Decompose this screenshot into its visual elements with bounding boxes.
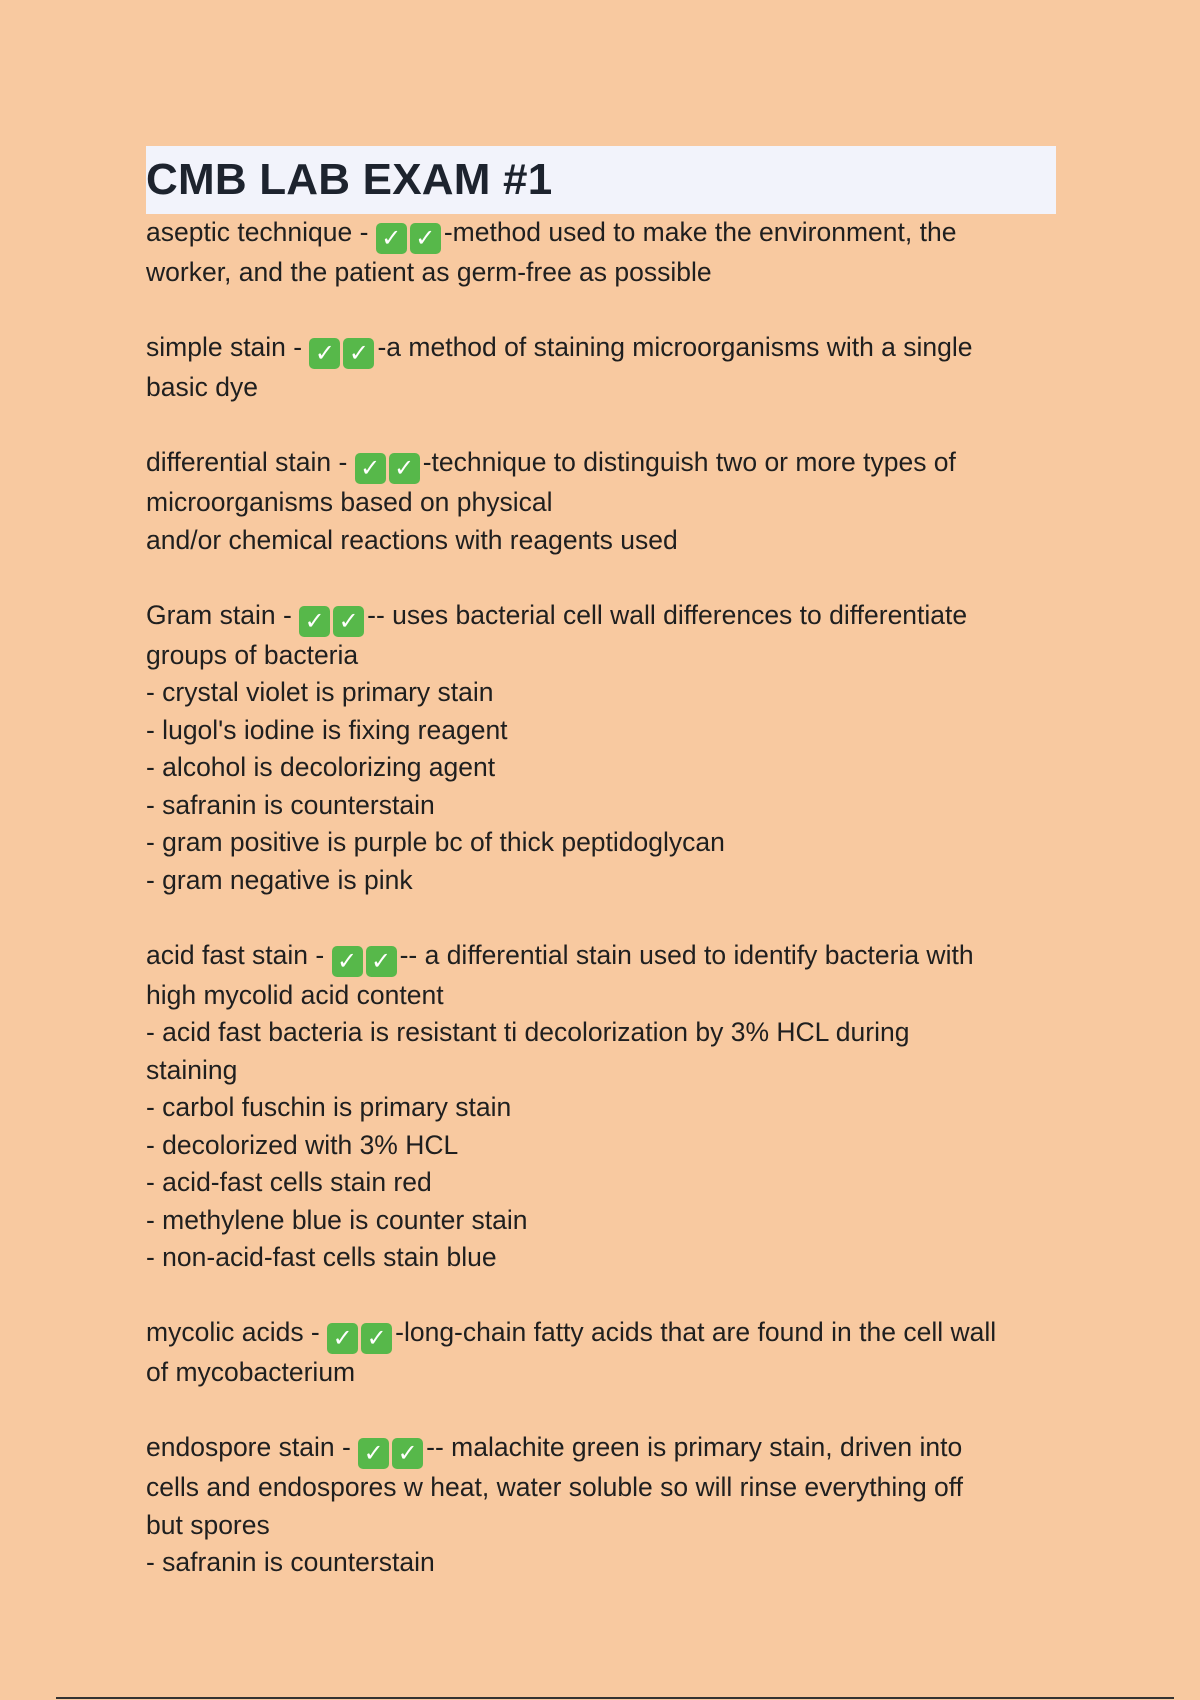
entry-line: microorganisms based on physical [146,487,553,517]
entry-line: - safranin is counterstain [146,789,435,820]
document-page [146,146,1056,1619]
check-marks [358,1432,426,1467]
check-mark-button-icon: ✓ [327,1323,358,1354]
entry-line: - methylene blue is counter stain [146,1204,528,1235]
check-marks [327,1317,395,1352]
check-mark-button-icon: ✓ [343,338,374,369]
document-title: CMB LAB EXAM #1 [146,155,553,204]
entry-line: cells and endospores w heat, water soluble so will rinse everything off [146,1472,964,1502]
entry-line: - safranin is counterstain [146,1547,435,1577]
entry-line: staining [146,1054,238,1085]
check-mark-button-icon: ✓ [333,606,364,637]
entry-definition: -technique to distinguish two or more types of [422,447,956,477]
entry-term: aseptic technique - [146,217,376,247]
flashcard-entry [146,937,1056,1277]
entry-first-line [146,937,1056,977]
entry-line: - acid-fast cells stain red [146,1167,432,1197]
flashcard-entry [146,1314,1056,1392]
title-band [146,146,1056,214]
check-marks [376,217,444,252]
entry-definition: -method used to make the environment, the [443,217,957,247]
flashcard-entry [146,444,1056,559]
check-mark-button-icon: ✓ [389,453,420,484]
flashcard-entry [146,597,1056,900]
entry-first-line [146,214,1056,254]
bottom-divider [56,1697,1174,1699]
entry-line: - crystal violet is primary stain [146,677,494,707]
entry-line: basic dye [146,372,258,402]
entry-definition: -a method of staining microorganisms with a single [377,332,973,362]
entry-first-line [146,597,1056,637]
entry-line: - non-acid-fast cells stain blue [146,1242,497,1272]
check-marks [355,447,423,482]
entry-line: - decolorized with 3% HCL [146,1129,459,1160]
check-mark-button-icon: ✓ [376,223,407,254]
entry-definition: -- uses bacterial cell wall differences to differentiate [367,599,968,630]
entry-first-line [146,329,1056,369]
check-mark-button-icon: ✓ [332,946,363,977]
flashcard-entry [146,214,1056,292]
entry-line: - acid fast bacteria is resistant ti decolorization by 3% HCL during [146,1017,910,1047]
entry-definition: -- a differential stain used to identify bacteria with [399,939,974,970]
entry-term: endospore stain - [146,1432,359,1462]
entry-term: mycolic acids - [146,1317,328,1347]
entry-term: Gram stain - [146,599,300,630]
entry-line: - gram negative is pink [146,864,413,895]
check-marks [309,332,377,367]
entry-line: but spores [146,1509,270,1540]
entry-line: high mycolid acid content [146,979,444,1010]
flashcard-entry [146,329,1056,407]
entry-line: - gram positive is purple bc of thick peptidoglycan [146,827,725,857]
entry-definition: -long-chain fatty acids that are found in the cell wall [395,1317,997,1347]
entry-line: and/or chemical reactions with reagents used [146,524,678,555]
entry-line: worker, and the patient as germ-free as possible [146,257,712,287]
entry-definition: -- malachite green is primary stain, driven into [426,1432,963,1462]
check-mark-button-icon: ✓ [309,338,340,369]
check-marks [299,600,367,635]
check-mark-button-icon: ✓ [366,946,397,977]
check-mark-button-icon: ✓ [358,1438,389,1469]
flashcard-list [146,214,1056,1582]
entry-term: simple stain - [146,332,310,362]
check-mark-button-icon: ✓ [299,606,330,637]
entry-line: groups of bacteria [146,639,359,670]
entry-first-line [146,444,1056,484]
entry-line: of mycobacterium [146,1357,356,1387]
entry-line: - lugol's iodine is fixing reagent [146,714,508,745]
check-mark-button-icon: ✓ [410,223,441,254]
entry-first-line [146,1314,1056,1354]
check-mark-button-icon: ✓ [361,1323,392,1354]
check-mark-button-icon: ✓ [392,1438,423,1469]
check-marks [332,940,400,975]
entry-term: differential stain - [146,447,355,477]
entry-term: acid fast stain - [146,939,332,970]
check-mark-button-icon: ✓ [355,453,386,484]
flashcard-entry [146,1429,1056,1582]
entry-first-line [146,1429,1056,1469]
entry-line: - alcohol is decolorizing agent [146,752,496,782]
entry-line: - carbol fuschin is primary stain [146,1092,512,1122]
